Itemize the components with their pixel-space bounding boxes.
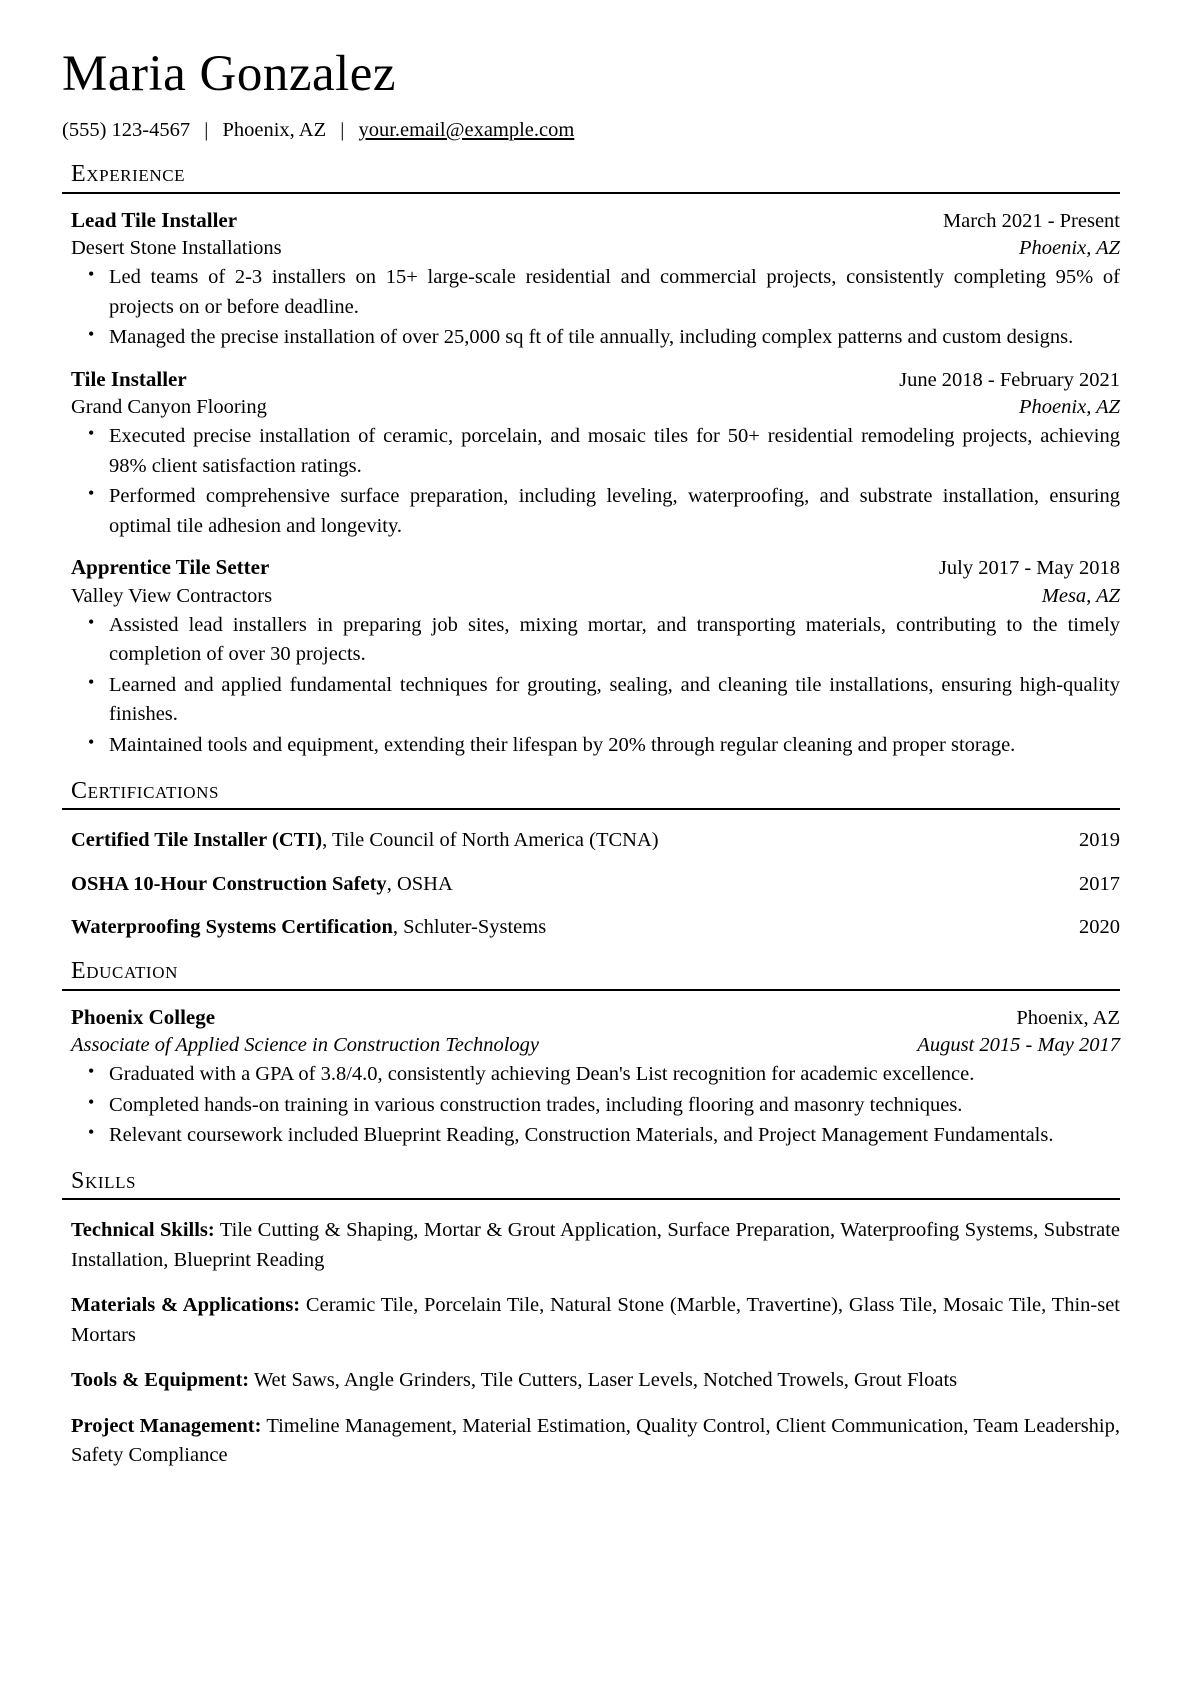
- job-bullet: • Executed precise installation of ceramic, porcelain, and mosaic tiles for 50+ residential remodeling projects, achieving 98% client satisfaction ratings.: [71, 422, 1120, 481]
- education-bullet: • Graduated with a GPA of 3.8/4.0, consistently achieving Dean's List recognition for academic excellence.: [71, 1060, 1120, 1090]
- section-title-skills: Skills: [71, 1167, 137, 1194]
- skill-group: [62, 1366, 1120, 1396]
- skill-category-label: Materials & Applications:: [71, 1294, 301, 1317]
- certification-year: 2017: [1079, 872, 1120, 895]
- section-certifications: [62, 778, 1120, 942]
- company-name: Valley View Contractors: [71, 584, 273, 607]
- contact-separator-2: |: [340, 118, 345, 141]
- job-date: March 2021 - Present: [942, 209, 1120, 232]
- resume-header: [62, 48, 1120, 144]
- job-title: Tile Installer: [71, 366, 187, 391]
- certification-row: [62, 827, 1120, 854]
- section-experience: [62, 161, 1120, 760]
- school-name: Phoenix College: [71, 1004, 216, 1029]
- experience-entry-subheader: [71, 394, 1120, 421]
- skill-items: Ceramic Tile, Porcelain Tile, Natural Stone (Marble, Travertine), Glass Tile, Mosaic Tile, Thin-set Mortars: [71, 1294, 1120, 1346]
- company-name: Desert Stone Installations: [71, 237, 282, 260]
- certification-name: Certified Tile Installer (CTI): [71, 829, 323, 852]
- location-text: Phoenix, AZ: [222, 118, 327, 141]
- section-rule: [62, 989, 1120, 991]
- degree-name: Associate of Applied Science in Construction Technology: [71, 1033, 540, 1056]
- job-bullet-list: [71, 422, 1120, 541]
- job-bullet: • Managed the precise installation of over 25,000 sq ft of tile annually, including complex patterns and custom designs.: [71, 323, 1120, 353]
- section-rule: [62, 808, 1120, 810]
- skill-group: [62, 1291, 1120, 1350]
- certification-year: 2020: [1079, 916, 1120, 939]
- skill-group: [62, 1216, 1120, 1275]
- job-title: Apprentice Tile Setter: [71, 555, 270, 580]
- job-bullet-list: [71, 263, 1120, 353]
- certification-text: [71, 871, 453, 898]
- section-rule: [62, 192, 1120, 194]
- skill-items: Tile Cutting & Shaping, Mortar & Grout Application, Surface Preparation, Waterproofing Systems, Substrate Installation, Blueprint Reading: [71, 1219, 1120, 1271]
- job-bullet: • Performed comprehensive surface preparation, including leveling, waterproofing, and substrate installation, ensuring optimal tile adhesion and longevity.: [71, 482, 1120, 541]
- contact-line: [62, 116, 1120, 145]
- section-skills: [62, 1168, 1120, 1471]
- section-rule: [62, 1198, 1120, 1200]
- section-title-certifications: Certifications: [71, 777, 220, 804]
- job-bullet: • Maintained tools and equipment, extending their lifespan by 20% through regular cleaning and proper storage.: [71, 731, 1120, 761]
- school-location: Phoenix, AZ: [1016, 1006, 1120, 1029]
- contact-separator-1: |: [204, 118, 209, 141]
- certification-issuer: , Tile Council of North America (TCNA): [322, 829, 659, 852]
- skill-items: Wet Saws, Angle Grinders, Tile Cutters, Laser Levels, Notched Trowels, Grout Floats: [249, 1369, 958, 1392]
- education-bullet-list: [71, 1060, 1120, 1151]
- certification-row: [62, 914, 1120, 941]
- education-entry-subheader: [71, 1032, 1120, 1059]
- skill-category-label: Tools & Equipment:: [71, 1369, 250, 1392]
- education-entry: [62, 1004, 1120, 1151]
- experience-entry-header: [71, 554, 1120, 582]
- experience-entry: [62, 554, 1120, 760]
- phone-number: (555) 123-4567: [62, 118, 191, 141]
- education-bullet: • Completed hands-on training in various construction trades, including flooring and masonry techniques.: [71, 1091, 1120, 1121]
- job-date: June 2018 - February 2021: [899, 368, 1120, 391]
- experience-entry: [62, 366, 1120, 542]
- education-entry-header: [71, 1004, 1120, 1032]
- certification-name: Waterproofing Systems Certification: [71, 916, 393, 939]
- job-location: Mesa, AZ: [1041, 584, 1120, 607]
- certification-row: [62, 871, 1120, 898]
- job-title: Lead Tile Installer: [71, 207, 238, 232]
- certification-name: OSHA 10-Hour Construction Safety: [71, 872, 387, 895]
- certification-issuer: , OSHA: [386, 872, 453, 895]
- section-title-experience: Experience: [71, 161, 186, 188]
- job-location: Phoenix, AZ: [1019, 396, 1120, 419]
- job-bullet: • Led teams of 2-3 installers on 15+ large-scale residential and commercial projects, consistently completing 95% of projects on or before deadline.: [71, 263, 1120, 322]
- certification-text: [71, 827, 659, 854]
- job-bullet-list: [71, 611, 1120, 761]
- certification-year: 2019: [1079, 829, 1120, 852]
- candidate-name: Maria Gonzalez: [62, 46, 397, 102]
- job-date: July 2017 - May 2018: [938, 557, 1120, 580]
- email-link[interactable]: your.email@example.com: [358, 118, 575, 141]
- section-title-education: Education: [71, 958, 178, 985]
- experience-entry-subheader: [71, 583, 1120, 610]
- certification-issuer: , Schluter-Systems: [392, 916, 547, 939]
- skill-category-label: Technical Skills:: [71, 1219, 215, 1242]
- skill-category-label: Project Management:: [71, 1414, 262, 1437]
- experience-entry-subheader: [71, 235, 1120, 262]
- certification-text: [71, 914, 546, 941]
- experience-entry-header: [71, 207, 1120, 235]
- job-location: Phoenix, AZ: [1019, 237, 1120, 260]
- company-name: Grand Canyon Flooring: [71, 396, 267, 419]
- job-bullet: • Learned and applied fundamental techniques for grouting, sealing, and cleaning tile installations, ensuring high-quality finishes.: [71, 671, 1120, 730]
- degree-date: August 2015 - May 2017: [917, 1033, 1120, 1056]
- skill-items: Timeline Management, Material Estimation, Quality Control, Client Communication, Team Leadership, Safety Compliance: [71, 1414, 1120, 1467]
- experience-entry-header: [71, 366, 1120, 394]
- section-education: [62, 958, 1120, 1151]
- job-bullet: • Assisted lead installers in preparing job sites, mixing mortar, and transporting materials, contributing to the timely completion of over 30 projects.: [71, 611, 1120, 670]
- experience-entry: [62, 207, 1120, 353]
- skill-group: [62, 1412, 1120, 1471]
- education-bullet: • Relevant coursework included Blueprint Reading, Construction Materials, and Project Management Fundamentals.: [71, 1121, 1120, 1151]
